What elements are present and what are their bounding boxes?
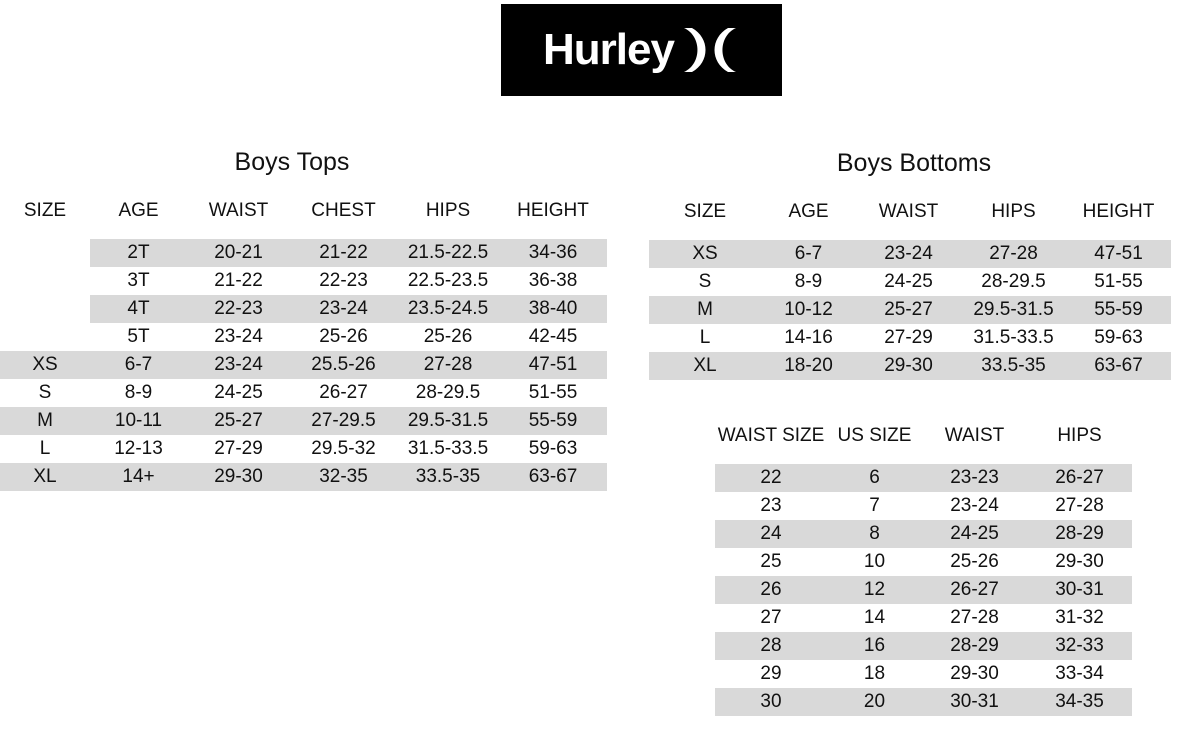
hips-cell: 27-28 (397, 351, 499, 379)
table-row (715, 688, 1132, 716)
size-cell: XL (0, 463, 90, 491)
table-row (715, 548, 1132, 576)
size-cell: XS (649, 240, 761, 268)
us-size-cell: 6 (827, 464, 922, 492)
hips-cell: 23.5-24.5 (397, 295, 499, 323)
col-header-hips: HIPS (991, 201, 1036, 222)
hips-cell: 27-28 (961, 240, 1066, 268)
us-size-cell: 14 (863, 607, 886, 628)
col-header-waist: WAIST (944, 425, 1005, 446)
us-size-cell: 16 (827, 632, 922, 660)
hips-cell: 31.5-33.5 (973, 327, 1054, 348)
size-cell (0, 239, 90, 267)
col-header-age: AGE (118, 200, 159, 221)
size-cell (0, 323, 90, 351)
hips-cell: 33-34 (1055, 663, 1104, 684)
hips-cell: 29-30 (1055, 551, 1104, 572)
waist-cell: 29-30 (856, 352, 961, 380)
hips-cell: 28-29.5 (981, 271, 1046, 292)
height-cell: 59-63 (528, 438, 578, 459)
age-cell: 8-9 (124, 382, 153, 403)
col-header-waist: WAIST (208, 200, 269, 221)
chest-cell: 26-27 (319, 382, 368, 403)
hips-cell: 26-27 (1027, 464, 1132, 492)
chest-cell: 27-29.5 (290, 407, 397, 435)
hips-cell: 31-32 (1055, 607, 1104, 628)
age-cell: 3T (127, 270, 150, 291)
chest-cell: 32-35 (290, 463, 397, 491)
col-header-age: AGE (788, 201, 829, 222)
hips-cell: 30-31 (1027, 576, 1132, 604)
us-size-cell: 20 (827, 688, 922, 716)
hips-cell: 27-28 (1055, 495, 1104, 516)
table-row (0, 351, 607, 379)
age-cell: 8-9 (794, 271, 823, 292)
table-row (0, 463, 607, 491)
hips-cell: 28-29 (1027, 520, 1132, 548)
height-cell: 36-38 (528, 270, 578, 291)
table-row (649, 324, 1171, 352)
age-cell: 10-12 (761, 296, 856, 324)
table-row (0, 239, 607, 267)
table-row (715, 632, 1132, 660)
waist-cell: 23-24 (856, 240, 961, 268)
col-header-hips: HIPS (1057, 425, 1102, 446)
chest-cell: 25.5-26 (290, 351, 397, 379)
age-cell: 18-20 (761, 352, 856, 380)
table-row (649, 240, 1171, 268)
chest-cell: 25-26 (319, 326, 368, 347)
height-cell: 63-67 (1066, 352, 1171, 380)
brand-logo (501, 4, 782, 96)
us-size-cell: 8 (827, 520, 922, 548)
col-header-us-size: US SIZE (837, 425, 912, 446)
size-cell: XS (0, 351, 90, 379)
col-header-chest: CHEST (311, 200, 376, 221)
waist-size-cell: 22 (715, 464, 827, 492)
us-size-cell: 7 (869, 495, 880, 516)
col-header-waist: WAIST (878, 201, 939, 222)
hips-cell: 22.5-23.5 (407, 270, 489, 291)
boys-bottoms-title: Boys Bottoms (836, 149, 992, 177)
boys-tops-table (0, 197, 607, 491)
height-cell: 51-55 (1094, 271, 1143, 292)
height-cell: 51-55 (528, 382, 578, 403)
waist-size-cell: 25 (760, 551, 782, 572)
hips-cell: 33.5-35 (961, 352, 1066, 380)
waist-size-cell: 24 (715, 520, 827, 548)
waist-size-cell: 27 (760, 607, 782, 628)
waist-size-cell: 26 (715, 576, 827, 604)
waist-cell: 22-23 (187, 295, 290, 323)
waist-cell: 21-22 (214, 270, 263, 291)
age-cell: 12-13 (114, 438, 163, 459)
hips-cell: 32-33 (1027, 632, 1132, 660)
chest-cell: 23-24 (290, 295, 397, 323)
table-row (0, 407, 607, 435)
height-cell: 47-51 (1066, 240, 1171, 268)
table-row (715, 464, 1132, 492)
waist-cell: 30-31 (922, 688, 1027, 716)
table-row (715, 660, 1132, 688)
hips-cell: 29.5-31.5 (961, 296, 1066, 324)
hips-cell: 34-35 (1027, 688, 1132, 716)
waist-cell: 23-24 (950, 495, 999, 516)
waist-size-cell: 29 (760, 663, 782, 684)
hips-cell: 25-26 (423, 326, 473, 347)
waist-size-table (715, 422, 1132, 716)
age-cell: 10-11 (90, 407, 187, 435)
height-cell: 38-40 (499, 295, 607, 323)
height-cell: 42-45 (528, 326, 578, 347)
waist-cell: 27-28 (950, 607, 999, 628)
size-cell (0, 295, 90, 323)
waist-cell: 25-27 (187, 407, 290, 435)
table-row (0, 435, 607, 463)
table-row (715, 604, 1132, 632)
waist-cell: 20-21 (187, 239, 290, 267)
table-header-row (0, 197, 607, 225)
waist-size-cell: 23 (760, 495, 782, 516)
col-header-hips: HIPS (425, 200, 471, 221)
age-cell: 5T (127, 326, 150, 347)
waist-cell: 24-25 (922, 520, 1027, 548)
waist-cell: 23-24 (187, 351, 290, 379)
hips-cell: 21.5-22.5 (397, 239, 499, 267)
table-header-row (715, 422, 1132, 450)
height-cell: 47-51 (499, 351, 607, 379)
waist-cell: 27-29 (884, 327, 933, 348)
us-size-cell: 18 (863, 663, 886, 684)
chest-cell: 21-22 (290, 239, 397, 267)
table-row (0, 379, 607, 407)
hips-cell: 31.5-33.5 (407, 438, 489, 459)
us-size-cell: 12 (827, 576, 922, 604)
waist-cell: 28-29 (922, 632, 1027, 660)
table-row (715, 576, 1132, 604)
col-header-height: HEIGHT (517, 200, 589, 221)
age-cell: 6-7 (761, 240, 856, 268)
col-header-size: SIZE (683, 201, 727, 222)
height-cell: 34-36 (499, 239, 607, 267)
age-cell: 6-7 (90, 351, 187, 379)
table-row (715, 492, 1132, 520)
chest-cell: 22-23 (319, 270, 368, 291)
height-cell: 59-63 (1094, 327, 1143, 348)
col-header-size: SIZE (23, 200, 67, 221)
waist-cell: 26-27 (922, 576, 1027, 604)
waist-size-cell: 28 (715, 632, 827, 660)
waist-cell: 23-23 (922, 464, 1027, 492)
age-cell: 14+ (90, 463, 187, 491)
waist-cell: 24-25 (214, 382, 263, 403)
table-row (0, 295, 607, 323)
height-cell: 63-67 (499, 463, 607, 491)
age-cell: 14-16 (784, 327, 833, 348)
waist-cell: 25-26 (950, 551, 999, 572)
waist-cell: 29-30 (950, 663, 999, 684)
us-size-cell: 10 (863, 551, 886, 572)
waist-cell: 24-25 (884, 271, 933, 292)
size-cell: M (0, 407, 90, 435)
age-cell: 4T (90, 295, 187, 323)
waist-cell: 27-29 (214, 438, 263, 459)
col-header-waist-size: WAIST SIZE (717, 425, 825, 446)
size-cell: S (698, 271, 712, 292)
brand-name: Hurley (543, 25, 674, 74)
waist-cell: 23-24 (214, 326, 263, 347)
boys-tops-title: Boys Tops (234, 148, 350, 176)
size-cell: M (649, 296, 761, 324)
waist-cell: 25-27 (856, 296, 961, 324)
hurley-icon (680, 26, 740, 74)
height-cell: 55-59 (1066, 296, 1171, 324)
table-row (715, 520, 1132, 548)
size-cell: XL (649, 352, 761, 380)
size-cell: S (38, 382, 52, 403)
height-cell: 55-59 (499, 407, 607, 435)
table-row (649, 296, 1171, 324)
col-header-height: HEIGHT (1082, 201, 1155, 222)
chest-cell: 29.5-32 (311, 438, 376, 459)
table-row (0, 323, 607, 351)
size-cell: L (699, 327, 711, 348)
waist-size-cell: 30 (715, 688, 827, 716)
table-row (649, 352, 1171, 380)
age-cell: 2T (90, 239, 187, 267)
size-cell: L (39, 438, 51, 459)
boys-bottoms-table (649, 198, 1171, 380)
table-row (649, 268, 1171, 296)
hips-cell: 28-29.5 (415, 382, 481, 403)
table-row (0, 267, 607, 295)
hips-cell: 29.5-31.5 (397, 407, 499, 435)
waist-cell: 29-30 (187, 463, 290, 491)
hips-cell: 33.5-35 (397, 463, 499, 491)
table-header-row (649, 198, 1171, 226)
size-cell (0, 267, 90, 295)
